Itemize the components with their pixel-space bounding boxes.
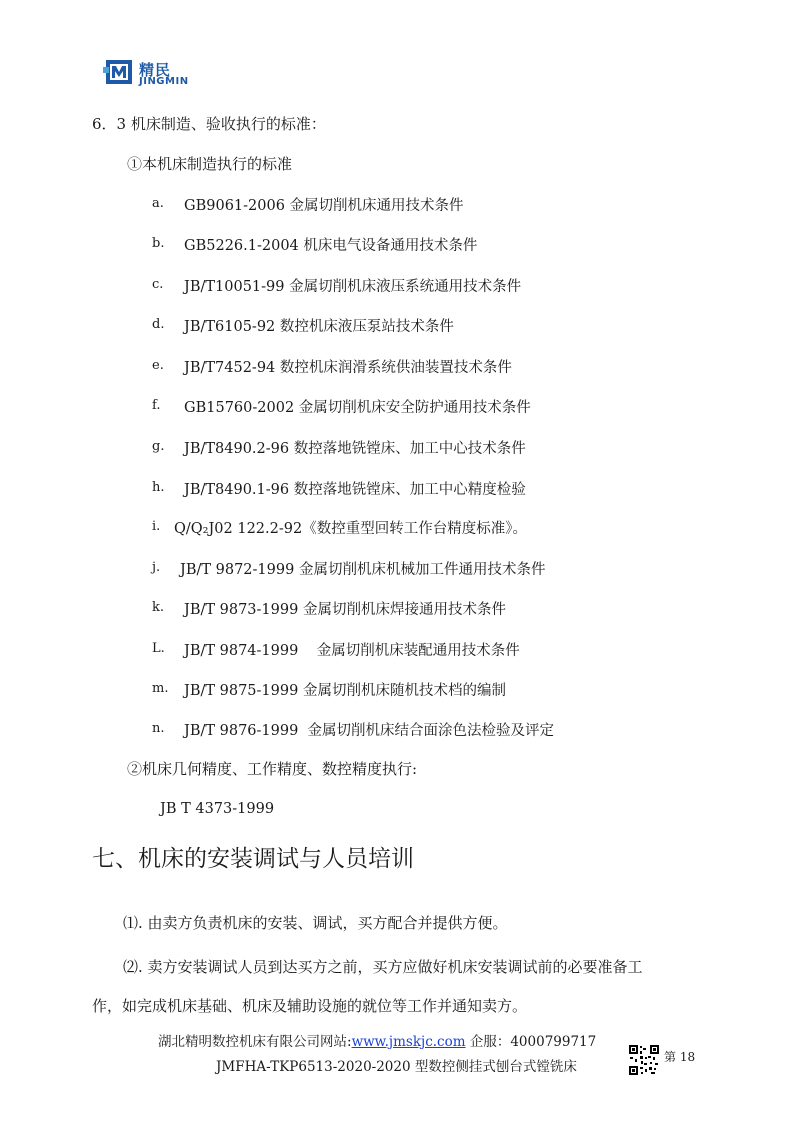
subsection-title-2: ②机床几何精度、工作精度、数控精度执行:: [127, 760, 418, 778]
list-item-text: GB5226.1-2004 机床电气设备通用技术条件: [184, 238, 478, 254]
list-item-letter: d.: [152, 317, 165, 332]
section-title: 6．3 机床制造、验收执行的标准：: [92, 115, 326, 133]
list-item-text: JB/T 9875-1999 金属切削机床随机技术档的编制: [184, 683, 506, 699]
subsection-standard: JB T 4373-1999: [160, 801, 275, 817]
list-item-text: JB/T7452-94 数控机床润滑系统供油装置技术条件: [184, 360, 512, 376]
paragraph-2: ⑵. 卖方安装调试人员到达买方之前，买方应做好机床安装调试前的必要准备工: [123, 958, 643, 976]
logo-text-cn: 精民: [139, 61, 172, 79]
list-item-letter: k.: [152, 600, 165, 615]
list-item-text: GB15760-2002 金属切削机床安全防护通用技术条件: [184, 400, 531, 416]
list-item-text: Q/Q₂J02 122.2-92《数控重型回转工作台精度标准》。: [174, 521, 527, 537]
list-item-text: JB/T8490.1-96 数控落地铣镗床、加工中心精度检验: [184, 482, 526, 498]
footer-website-link[interactable]: www.jmskjc.com: [351, 1034, 466, 1050]
footer-company-line: [158, 1030, 596, 1050]
paragraph-2-cont: 作，如完成机床基础、机床及辅助设施的就位等工作并通知卖方。: [92, 997, 528, 1015]
list-item-letter: i.: [152, 519, 161, 534]
page-number: 第 18: [664, 1050, 696, 1064]
company-logo: [103, 57, 193, 91]
logo-text-en: JINGMIN: [139, 76, 189, 87]
subsection-title-1: ①本机床制造执行的标准: [127, 155, 293, 173]
list-item-text: JB/T 9876-1999 金属切削机床结合面涂色法检验及评定: [184, 723, 555, 739]
footer-service-phone: 企服：4000799717: [465, 1034, 597, 1050]
list-item-text: JB/T 9874-1999 金属切削机床装配通用技术条件: [184, 643, 520, 659]
list-item-letter: a.: [152, 196, 164, 211]
list-item-letter: h.: [152, 480, 165, 495]
logo-mark-icon: [103, 57, 135, 87]
list-item-letter: c.: [152, 277, 164, 292]
list-item-letter: L.: [152, 641, 165, 656]
list-item-letter: n.: [152, 721, 165, 736]
list-item-text: JB/T 9873-1999 金属切削机床焊接通用技术条件: [184, 602, 506, 618]
footer-document-title: JMFHA-TKP6513-2020-2020 型数控侧挂式刨台式镗铣床: [216, 1059, 577, 1075]
footer-company: 湖北精明数控机床有限公司网站:: [158, 1034, 352, 1050]
list-item-text: JB/T10051-99 金属切削机床液压系统通用技术条件: [184, 279, 522, 295]
list-item-text: JB/T6105-92 数控机床液压泵站技术条件: [184, 319, 454, 335]
list-item-letter: e.: [152, 358, 164, 373]
list-item-text: JB/T8490.2-96 数控落地铣镗床、加工中心技术条件: [184, 441, 526, 457]
list-item-letter: f.: [152, 398, 161, 413]
list-item-text: JB/T 9872-1999 金属切削机床机械加工件通用技术条件: [180, 562, 546, 578]
list-item-letter: m.: [152, 681, 169, 696]
chapter-heading: 七、机床的安装调试与人员培训: [92, 846, 414, 872]
list-item-text: GB9061-2006 金属切削机床通用技术条件: [184, 198, 464, 214]
qr-code-icon: [628, 1044, 660, 1076]
paragraph-1: ⑴. 由卖方负责机床的安装、调试，买方配合并提供方便。: [123, 914, 508, 932]
list-item-letter: b.: [152, 236, 165, 251]
list-item-letter: g.: [152, 439, 165, 454]
list-item-letter: j.: [152, 560, 161, 575]
